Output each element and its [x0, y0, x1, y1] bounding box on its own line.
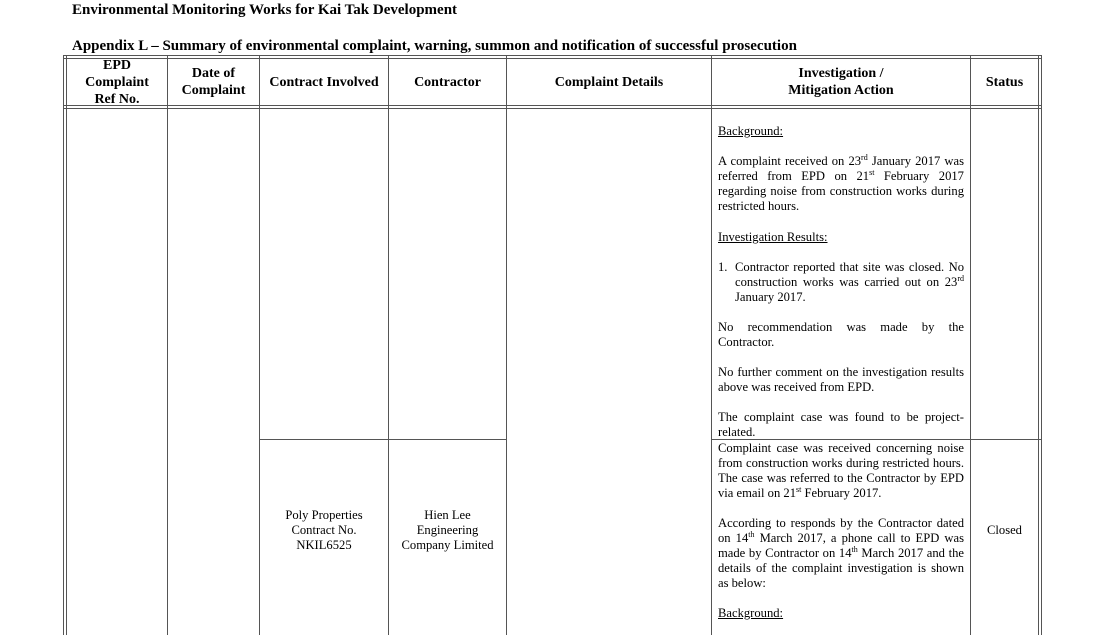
list-text: Contractor reported that site was closed. No construction works was carried out on 23rd January 2017.: [735, 260, 964, 304]
column-divider: [167, 55, 168, 635]
header-status: Status: [985, 74, 1024, 90]
header-contractor: Contractor: [414, 74, 481, 90]
column-divider: [711, 55, 712, 635]
header-contract: Contract Involved: [269, 74, 379, 90]
table-border-left: [63, 55, 64, 635]
table-border-left-inner: [66, 55, 67, 635]
table-border-right: [1038, 55, 1039, 635]
recommendation-text: No recommendation was made by the Contractor.: [718, 320, 964, 349]
contractor-cell: Hien Lee Engineering Company Limited: [401, 508, 494, 552]
status-cell: Closed: [987, 523, 1022, 537]
column-divider: [970, 55, 971, 635]
column-divider: [506, 55, 507, 635]
header-divider-inner: [63, 108, 1042, 109]
document-title: Environmental Monitoring Works for Kai Tak Development: [72, 2, 458, 18]
header-ref-no: EPD Complaint Ref No.: [85, 57, 149, 107]
appendix-title: Appendix L – Summary of environmental complaint, warning, summon and notification of successful prosecution: [72, 38, 797, 54]
investigation-results-heading: Investigation Results:: [718, 230, 828, 244]
background-heading-2: Background:: [718, 606, 784, 620]
list-number: 1.: [718, 260, 728, 274]
conclusion-text: The complaint case was found to be project-related.: [718, 410, 964, 439]
contract-involved-cell: Poly Properties Contract No. NKIL6525: [285, 508, 363, 552]
header-date: Date of Complaint: [181, 66, 246, 98]
header-details: Complaint Details: [554, 74, 664, 90]
background-heading: Background:: [718, 124, 784, 138]
background-text: A complaint received on 23rd January 2017 was referred from EPD on 21st February 2017 regarding noise from construction works during restricted hours.: [718, 152, 964, 213]
further-comment-text: No further comment on the investigation results above was received from EPD.: [718, 365, 964, 394]
contractor-response-text: According to responds by the Contractor dated on 14th March 2017, a phone call to EPD was made by Contractor on 14th March 2017 and the details of the complaint investigation is shown as below:: [718, 516, 964, 590]
header-action: Investigation / Mitigation Action: [788, 66, 894, 98]
row-divider: [259, 439, 507, 440]
table-border-right-inner: [1041, 55, 1042, 635]
table-border-top: [63, 55, 1042, 56]
complaint-intro-text: Complaint case was received concerning noise from construction works during restricted hours. The case was referred to the Contractor by EPD via email on 21st February 2017.: [718, 441, 964, 500]
investigation-result-item: [718, 260, 964, 305]
